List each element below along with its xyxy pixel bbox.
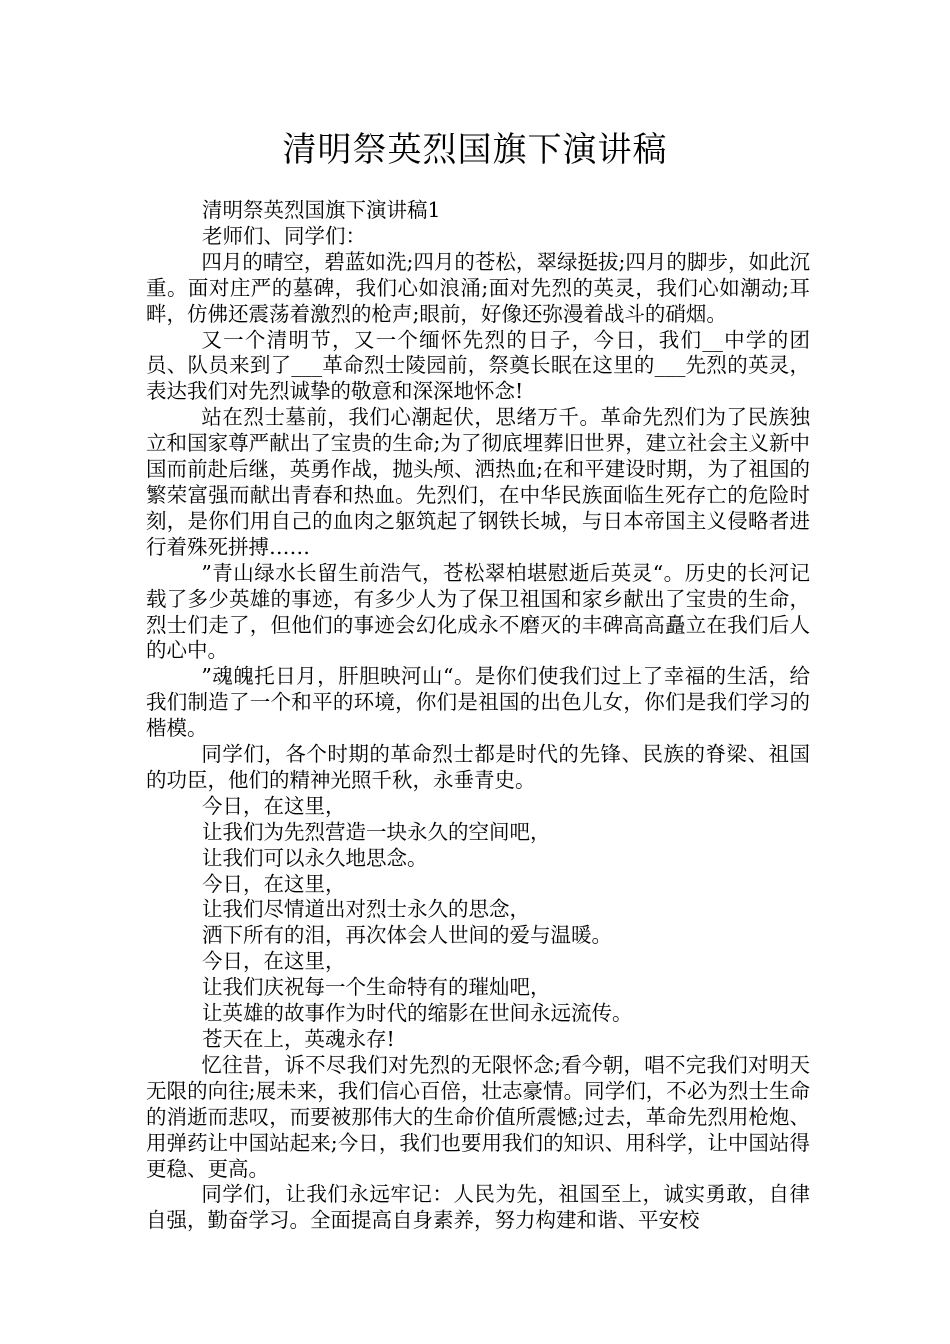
verse-line: 让英雄的故事作为时代的缩影在世间永远流传。 (202, 1001, 633, 1026)
verse-line: 苍天在上，英魂永存! (202, 1027, 395, 1051)
paragraph: ”青山绿水长留生前浩气，苍松翠柏堪慰逝后英灵“。历史的长河记载了多少英雄的事迹，有多少人为了保卫祖国和家乡献出了宝贵的生命，烈士们走了，但他们的事迹会幻化成永不磨灭的丰碑高高矗立在我们后人的心中。 (146, 560, 810, 663)
verse-line: 让我们可以永久地思念。 (202, 845, 428, 870)
salutation: 老师们、同学们： (202, 223, 366, 248)
verse-line: 今日，在这里， (202, 793, 346, 818)
paragraph: 站在烈士墓前，我们心潮起伏，思绪万千。革命先烈们为了民族独立和国家尊严献出了宝贵的生命;为了彻底埋葬旧世界，建立社会主义新中国而前赴后继，英勇作战，抛头颅、洒热血;在和平建设时期，为了祖国的繁荣富强而献出青春和热血。先烈们，在中华民族面临生死存亡的危险时刻，是你们用自己的血肉之躯筑起了钢铁长城，与日本帝国主义侵略者进行着殊死拼搏…… (146, 405, 810, 559)
verse-line: 今日，在这里， (202, 871, 346, 896)
speech-heading: 清明祭英烈国旗下演讲稿1 (202, 198, 441, 222)
paragraph: 同学们，让我们永远牢记：人民为先，祖国至上，诚实勇敢，自律自强，勤奋学习。全面提高自身素养，努力构建和谐、平安校 (146, 1182, 810, 1233)
verse-line: 让我们庆祝每一个生命特有的璀灿吧， (202, 975, 551, 1000)
verse-line: 让我们尽情道出对烈士永久的思念， (202, 897, 530, 922)
document-title: 清明祭英烈国旗下演讲稿 (282, 130, 668, 170)
verse-line: 洒下所有的泪，再次体会人世间的爱与温暖。 (202, 923, 612, 948)
verse-line: 今日，在这里， (202, 949, 346, 974)
document-body (146, 198, 810, 1234)
paragraph: 又一个清明节，又一个缅怀先烈的日子，今日，我们__中学的团员、队员来到了___革命烈士陵园前，祭奠长眠在这里的___先烈的英灵，表达我们对先烈诚挚的敬意和深深地怀念! (146, 327, 810, 404)
verse-line: 让我们为先烈营造一块永久的空间吧， (202, 819, 551, 844)
paragraph: 忆往昔，诉不尽我们对先烈的无限怀念;看今朝，唱不完我们对明天无限的向往;展未来，我们信心百倍，壮志豪情。同学们，不必为烈士生命的消逝而悲叹，而要被那伟大的生命价值所震憾;过去，革命先烈用枪炮、用弹药让中国站起来;今日，我们也要用我们的知识、用科学，让中国站得更稳、更高。 (146, 1052, 810, 1181)
paragraph: ”魂魄托日月，肝胆映河山“。是你们使我们过上了幸福的生活，给我们制造了一个和平的环境，你们是祖国的出色儿女，你们是我们学习的楷模。 (146, 664, 810, 741)
paragraph: 同学们，各个时期的革命烈士都是时代的先锋、民族的脊梁、祖国的功臣，他们的精神光照千秋，永垂青史。 (146, 742, 810, 792)
paragraph: 四月的晴空，碧蓝如洗;四月的苍松，翠绿挺拔;四月的脚步，如此沉重。面对庄严的墓碑，我们心如浪涌;面对先烈的英灵，我们心如潮动;耳畔，仿佛还震荡着激烈的枪声;眼前，好像还弥漫着战斗的硝烟。 (146, 249, 810, 326)
